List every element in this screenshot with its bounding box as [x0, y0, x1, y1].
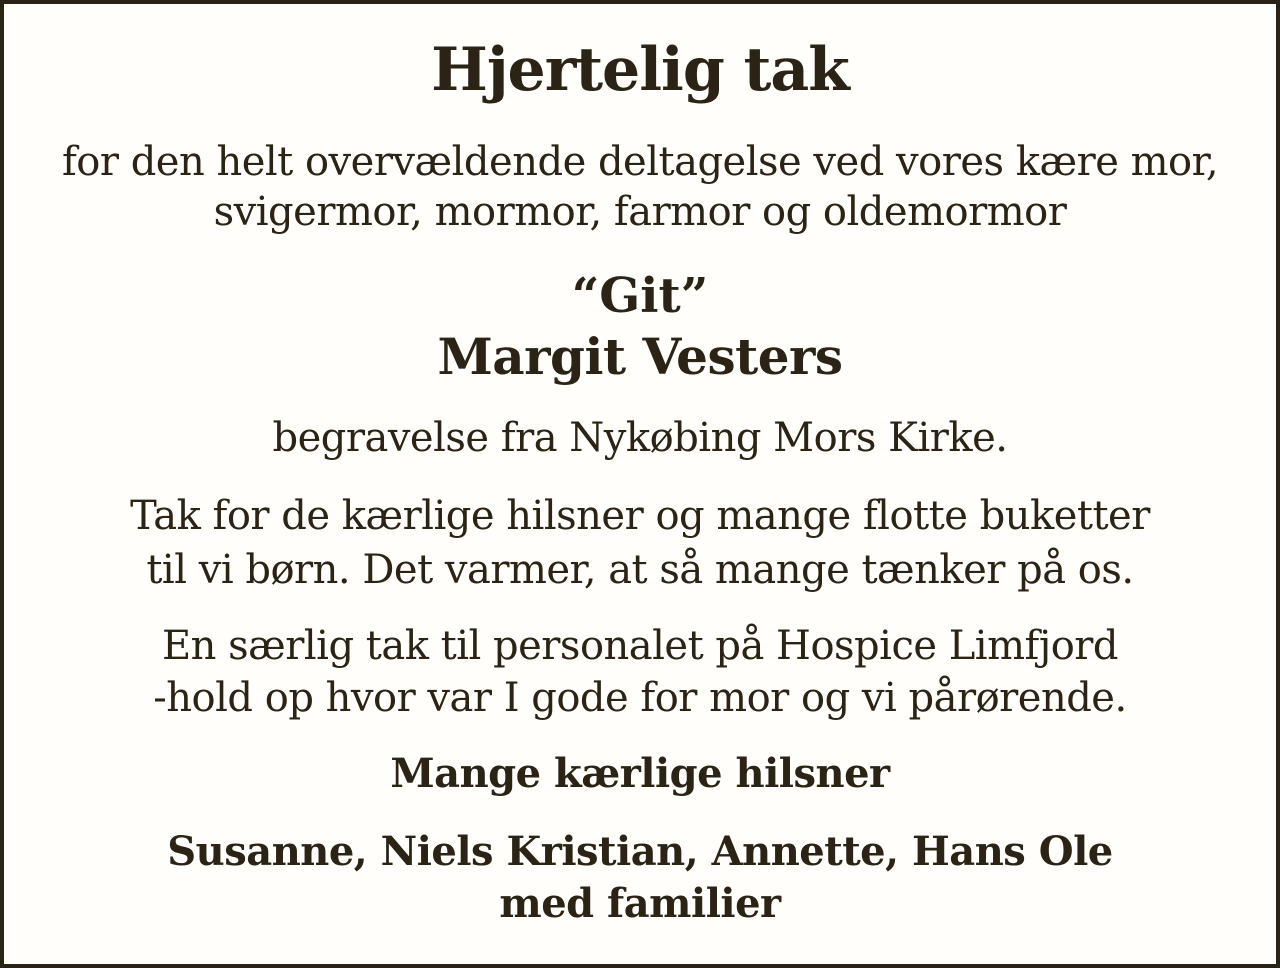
special-thanks-line: -hold op hvor var I gode for mor og vi pårørende.	[153, 675, 1127, 721]
signature-line: Susanne, Niels Kristian, Annette, Hans Ole	[167, 828, 1113, 875]
notice-title: Hjertelig tak	[431, 35, 849, 105]
signature-line: med familier	[499, 880, 781, 927]
deceased-nickname: “Git”	[571, 268, 709, 324]
burial-line: begravelse fra Nykøbing Mors Kirke.	[272, 415, 1008, 461]
thanks-line: til vi børn. Det varmer, at så mange tænker på os.	[146, 547, 1134, 593]
thanks-line: Tak for de kærlige hilsner og mange flotte buketter	[130, 493, 1150, 539]
deceased-name: Margit Vesters	[437, 327, 843, 386]
special-thanks-line: En særlig tak til personalet på Hospice Limfjord	[161, 623, 1119, 669]
intro-line: for den helt overvældende deltagelse ved vores kære mor,	[61, 139, 1219, 185]
intro-line: svigermor, mormor, farmor og oldemormor	[213, 189, 1067, 235]
closing-greeting: Mange kærlige hilsner	[390, 750, 890, 797]
